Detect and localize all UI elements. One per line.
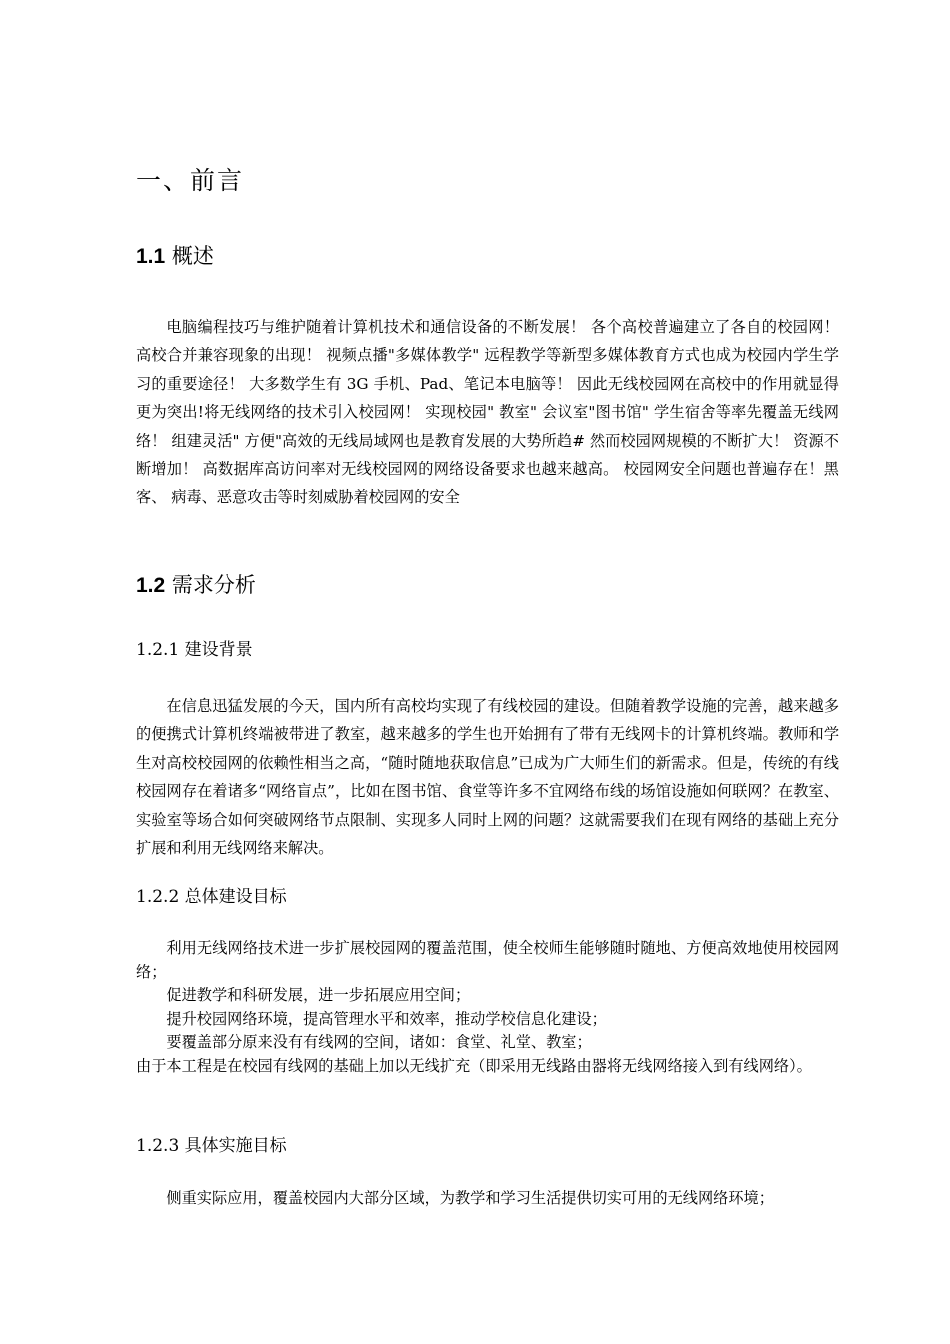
heading-1-2-2: 1.2.2 总体建设目标: [136, 887, 287, 907]
goal-item: 促进教学和科研发展，进一步拓展应用空间；: [166, 986, 471, 1004]
overview-paragraph: 电脑编程技巧与维护随着计算机技术和通信设备的不断发展！ 各个高校普遍建立了各自的校园网！ 高校合并兼容现象的出现！ 视频点播"多媒体教学" 远程教学等新型多媒体教育方式也成为校园内学生学习的重要途径！ 大多数学生有 3G 手机、Pad、笔记本电脑等！ 因此无线校园网在高校中的作用就显得更为突出!将无线网络的技术引入校园网！ 实现校园" 教室" 会议室"图书馆" 学生宿舍等率先覆盖无线网络！ 组建灵活" 方便"高效的无线局域网也是教育发展的大势所趋# 然而校园网规模的不断扩大！ 资源不断增加！ 高数据库高访问率对无线校园网的网络设备要求也越来越高。 校园网安全问题也普遍存在！黑客、 病毒、恶意攻击等时刻威胁着校园网的安全: [136, 318, 839, 507]
heading-1-2: [136, 571, 256, 600]
heading-1-2-3: 1.2.3 具体实施目标: [136, 1136, 287, 1156]
goal-item: 利用无线网络技术进一步扩展校园网的覆盖范围，使全校师生能够随时随地、方便高效地使用校园网络；: [136, 939, 839, 981]
heading-1-1: [136, 242, 214, 271]
goal-item: 要覆盖部分原来没有有线网的空间，诸如：食堂、礼堂、教室；: [166, 1033, 592, 1051]
heading-number: 1.1: [136, 245, 166, 268]
goal-note: 由于本工程是在校园有线网的基础上加以无线扩充（即采用无线路由器将无线网络接入到有线网络）。: [136, 1057, 812, 1075]
implementation-paragraph: 侧重实际应用，覆盖校园内大部分区域，为教学和学习生活提供切实可用的无线网络环境；: [166, 1189, 774, 1207]
background-paragraph: 在信息迅猛发展的今天，国内所有高校均实现了有线校园的建设。但随着教学设施的完善，越来越多的便携式计算机终端被带进了教室，越来越多的学生也开始拥有了带有无线网卡的计算机终端。教师和学生对高校校园网的依赖性相当之高，“随时随地获取信息”已成为广大师生们的新需求。但是，传统的有线校园网存在着诸多“网络盲点”，比如在图书馆、食堂等许多不宜网络布线的场馆设施如何联网？在教室、实验室等场合如何突破网络节点限制、实现多人同时上网的问题？这就需要我们在现有网络的基础上充分扩展和利用无线网络来解决。: [136, 697, 839, 858]
heading-number: 1.2: [136, 574, 166, 597]
section-heading: 一、前言: [136, 166, 245, 195]
heading-text: 需求分析: [165, 573, 256, 597]
goal-item: 提升校园网络环境，提高管理水平和效率，推动学校信息化建设；: [166, 1010, 607, 1028]
heading-1-2-1: 1.2.1 建设背景: [136, 640, 253, 660]
heading-text: 概述: [165, 244, 214, 268]
